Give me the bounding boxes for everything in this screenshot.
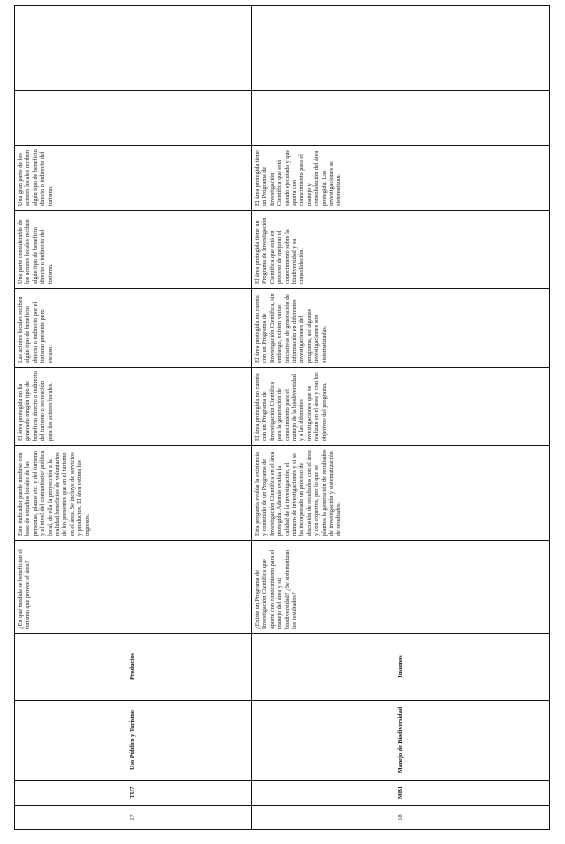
cell-c1 [251,367,550,445]
cell-text-c1: El área protegida no ha generado ningún tipo de beneficio directo o indirecto del turismo o recreación para los actores locales. [17,371,54,441]
cell-c4 [251,145,550,210]
cell-c2 [251,288,550,367]
cell-text-indicator: Esta pregunta evalúa la existencia y contenido de un Programa de Investigación Científica en el área protegida. Además evalúa la calidad de la investigación, el número de investigaciones y si se ha incorporado un proceso de discusión de resultados con el área y con expertos, por lo que se plantea la generación de resultados de investigación y sistematización de resultados. [254,449,343,536]
cell-text-num: 17 [128,814,136,821]
cell-c2 [14,288,251,367]
cell-text-question: ¿En qué medida se benefician el turismo que provee el área? [17,549,32,629]
cell-c6 [251,5,550,90]
cell-type [14,633,251,700]
cell-text-c5 [14,90,251,145]
cell-c3 [14,210,251,288]
cell-num [14,805,251,830]
cell-area [14,700,251,780]
cell-c3 [251,210,550,288]
cell-num [251,805,550,830]
cell-c5 [14,90,251,145]
cell-question [251,540,550,633]
cell-type [251,633,550,700]
cell-indicator [14,445,251,540]
cell-text-c2: El área protegida no cuenta con un Programa de Investigación Científica, sin embargo, existen varias iniciativas de generación de información en diferentes investigaciones del programa, así algunas investigaciones son sistematizadas. [254,293,328,363]
cell-text-c1: El área protegida no cuenta con un Programa de Investigación Científica para la generación de conocimiento para el manejo de la biodiversidad y a las diferentes investigaciones que se realizan en el área y con los objetivos del programa. [254,372,328,441]
cell-c1 [14,367,251,445]
cell-text-num: 18 [396,814,404,821]
cell-indicator [251,445,550,540]
cell-c6 [14,5,251,90]
cell-text-code: MB1 [396,785,404,800]
cell-text-area: Manejo de Biodiversidad [396,706,404,774]
cell-code [14,780,251,805]
cell-c5 [251,90,550,145]
cell-text-area: Uso Público y Turismo [128,710,136,770]
cell-text-c3: El área protegida tiene un Programa de Investigación Científica que está en proceso de mejorar el conocimiento sobre la biodiversidad y su consolidación. [254,217,306,284]
cell-text-c2: Las actores locales reciben algún tipo de beneficio directo o indirecto por el turismo presente pero escaso. [17,296,54,363]
cell-text-c3: Una parte considerable de los actores locales reciben algún tipo de beneficio directo o indirecto del turismo. [17,219,54,284]
cell-text-c4: Una gran parte de los actores locales reciben algún tipo de beneficio directo o indirecto del turismo. [17,149,54,206]
cell-text-code: TU7 [128,786,136,799]
evaluation-table [14,5,550,830]
cell-text-c4: El área protegida tiene un Programa de Investigación Científica que está siendo ejecutada y que aporta con conocimiento para el manejo y consolidación del área protegida. Las investigaciones se sistematizan. [254,149,343,206]
cell-area [251,700,550,780]
cell-question [14,540,251,633]
cell-text-c6 [251,5,550,90]
cell-text-type: Productos [128,653,136,680]
cell-text-question: ¿Existe un Programa de Investigación Científica que aporte con conocimiento para el manejo del área y su biodiversidad? ¿Se sistematizan los resultados? [254,549,299,629]
cell-c4 [14,145,251,210]
cell-code [251,780,550,805]
cell-text-c5 [251,90,550,145]
cell-text-c6 [14,5,251,90]
cell-text-type: Insumos [396,655,404,678]
cell-text-indicator: Este indicador puede medirse con base de estudios locales de las personas, plazos etc. y del turismo y el nivel del comunitario/ política local, de ella la proyección a la realidad beneficios de voluntarios de los presentes que en el turismo en el área. Se incluye de servicios y productos. El área estima los ingresos. [17,450,91,536]
